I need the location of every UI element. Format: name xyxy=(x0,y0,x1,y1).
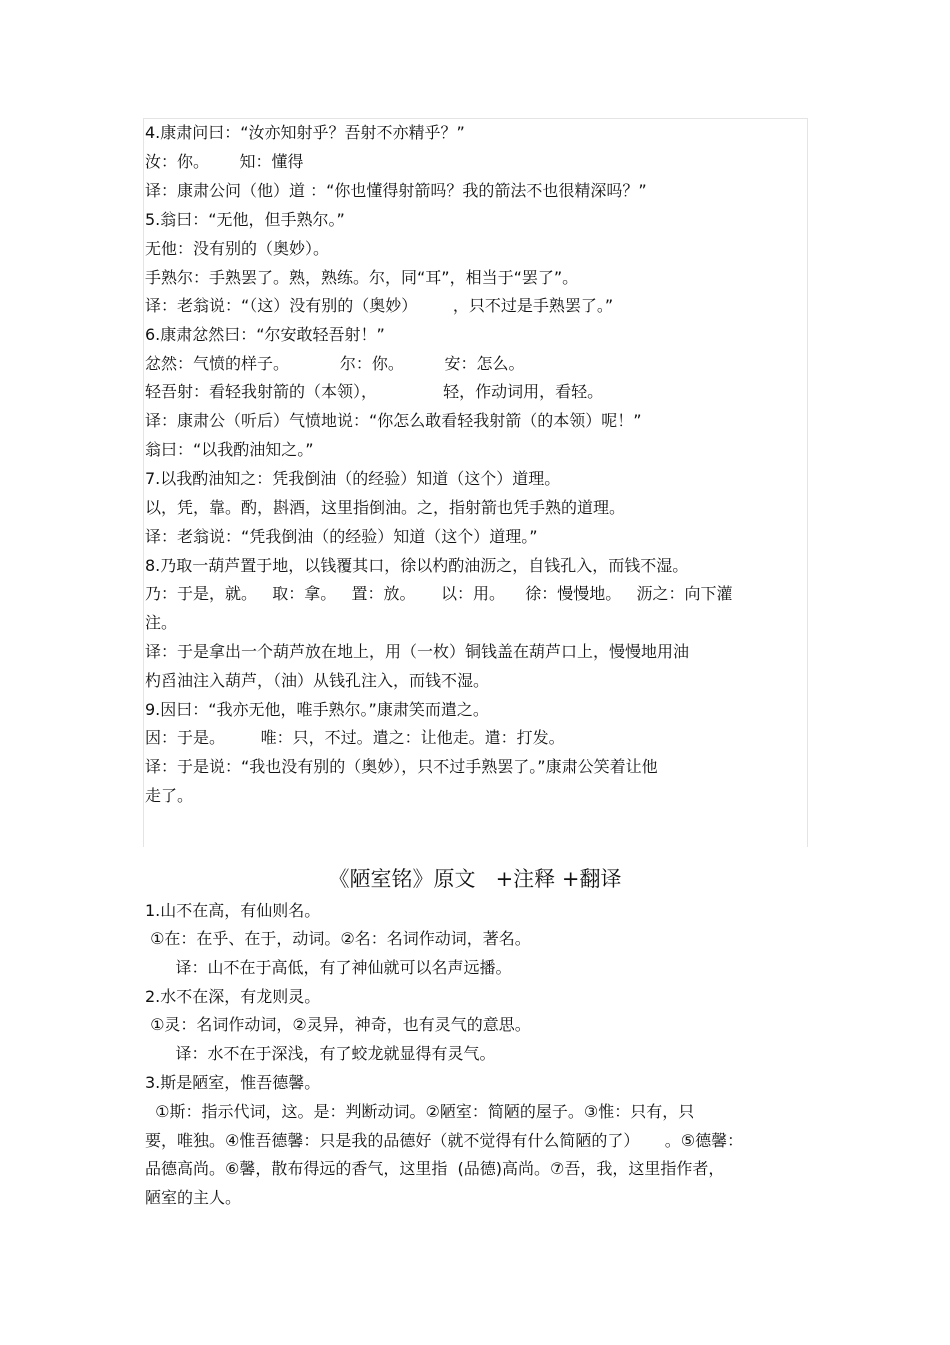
text-line: 译：山不在于高低，有了神仙就可以名声远播。 xyxy=(145,958,512,977)
text-line: 乃：于是，就。 取：拿。 置：放。 以：用。 徐：慢慢地。 沥之：向下灌 xyxy=(145,584,733,603)
text-line: 4.康肃问曰：“汝亦知射乎？吾射不亦精乎？” xyxy=(145,123,465,142)
text-line: ①斯：指示代词，这。是：判断动词。②陋室：简陋的屋子。③惟：只有，只 xyxy=(145,1102,695,1121)
text-line: 翁曰：“以我酌油知之。” xyxy=(145,440,314,459)
text-line: ①灵：名词作动词，②灵异，神奇，也有灵气的意思。 xyxy=(145,1015,531,1034)
text-line: 陋室的主人。 xyxy=(145,1188,242,1207)
text-line: 3.斯是陋室，惟吾德馨。 xyxy=(145,1073,321,1092)
text-line: 品德高尚。⑥馨，散布得远的香气，这里指 (品德)高尚。⑦吾，我，这里指作者， xyxy=(145,1159,725,1178)
text-line: 5.翁曰：“无他，但手熟尔。” xyxy=(145,210,345,229)
text-line: 忿然：气愤的样子。 尔：你。 安：怎么。 xyxy=(145,354,525,373)
text-line: 译：于是拿出一个葫芦放在地上，用（一枚）铜钱盖在葫芦口上，慢慢地用油 xyxy=(145,642,690,661)
text-line: 走了。 xyxy=(145,786,194,805)
text-line: 以，凭，靠。酌，斟酒，这里指倒油。之，指射箭也凭手熟的道理。 xyxy=(145,498,626,517)
text-line: 8.乃取一葫芦置于地，以钱覆其口，徐以杓酌油沥之，自钱孔入，而钱不湿。 xyxy=(145,556,689,575)
text-line: 译：康肃公问（他）道 ：“你也懂得射箭吗？我的箭法不也很精深吗？” xyxy=(145,181,647,200)
text-line: 译：老翁说：“（这）没有别的（奥妙） ，只不过是手熟罢了。” xyxy=(145,296,614,315)
text-line: 无他：没有别的（奥妙）。 xyxy=(145,239,330,258)
text-line: ①在：在乎、在于，动词。②名：名词作动词，著名。 xyxy=(145,929,531,948)
text-line: 译：老翁说：“凭我倒油（的经验）知道（这个）道理。” xyxy=(145,527,538,546)
text-line: 注。 xyxy=(145,613,178,632)
text-line: 译：于是说：“我也没有别的（奥妙），只不过手熟罢了。”康肃公笑着让他 xyxy=(145,757,658,776)
text-line: 因：于是。 唯：只，不过。遣之：让他走。遣：打发。 xyxy=(145,728,565,747)
text-line: 1.山不在高，有仙则名。 xyxy=(145,901,321,920)
text-line: 手熟尔：手熟罢了。熟，熟练。尔，同“耳”，相当于“罢了”。 xyxy=(145,268,579,287)
text-line: 7.以我酌油知之：凭我倒油（的经验）知道（这个）道理。 xyxy=(145,469,561,488)
text-line: 杓舀油注入葫芦，（油）从钱孔注入，而钱不湿。 xyxy=(145,671,490,690)
text-line: 译：康肃公（听后）气愤地说：“你怎么敢看轻我射箭（的本领）呢！” xyxy=(145,411,642,430)
text-line: 9.因曰：“我亦无他，唯手熟尔。”康肃笑而遣之。 xyxy=(145,700,489,719)
text-line: 轻吾射：看轻我射箭的（本领）， 轻，作动词用，看轻。 xyxy=(145,382,604,401)
text-line: 要，唯独。④惟吾德馨：只是我的品德好（就不觉得有什么简陋的了） 。⑤德馨： xyxy=(145,1131,744,1150)
text-line: 汝：你。 知：懂得 xyxy=(145,152,304,171)
text-line: 6.康肃忿然曰：“尔安敢轻吾射！” xyxy=(145,325,385,344)
text-line: 译：水不在于深浅，有了蛟龙就显得有灵气。 xyxy=(145,1044,496,1063)
text-line: 2.水不在深，有龙则灵。 xyxy=(145,987,321,1006)
section-title: 《陋室铭》原文 +注释 +翻译 xyxy=(328,867,622,891)
